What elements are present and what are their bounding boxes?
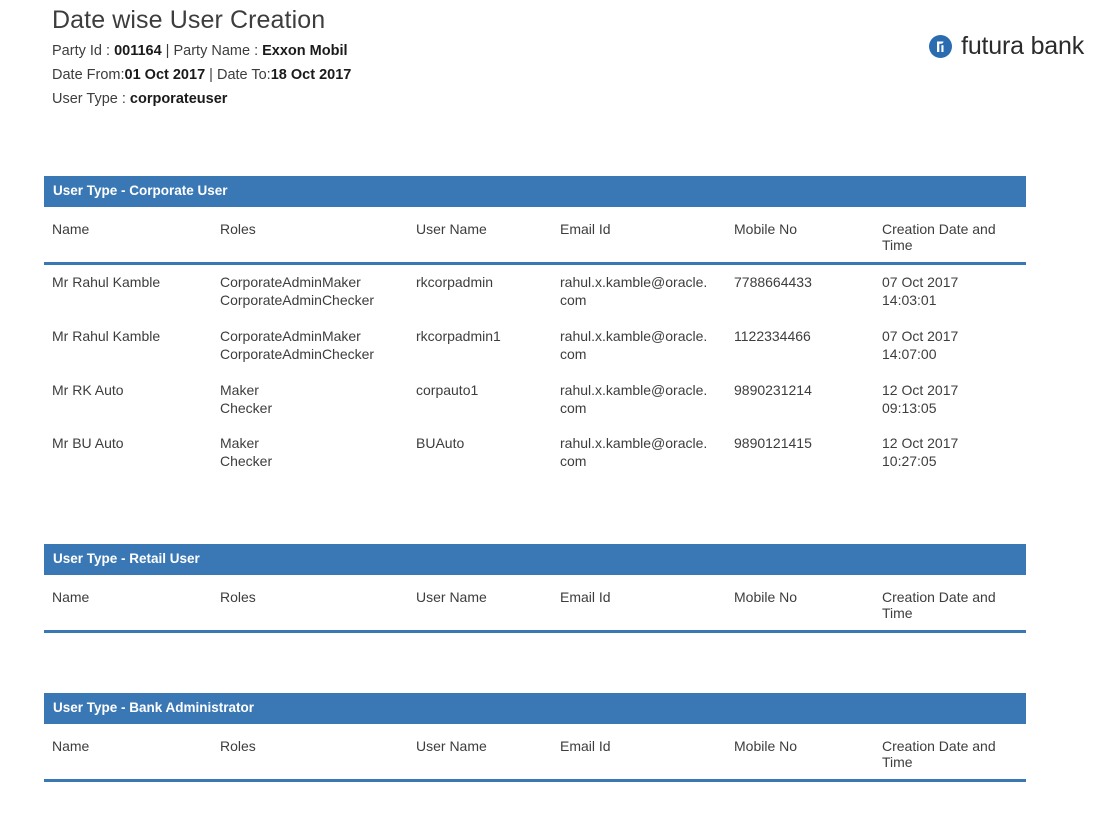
cell-name: Mr RK Auto: [44, 373, 212, 427]
cell-user-name: BUAuto: [408, 426, 552, 480]
created-date: 07 Oct 2017: [882, 328, 1020, 346]
column-header-mobile: Mobile No: [726, 575, 874, 632]
table-bank-administrator: [44, 724, 1026, 822]
party-name-label: Party Name :: [173, 43, 262, 59]
email-part: rahul.x.kamble@oracle.: [560, 274, 720, 292]
page-title: Date wise User Creation: [52, 6, 952, 35]
cell-email: [552, 264, 726, 319]
cell-name: Mr Rahul Kamble: [44, 264, 212, 319]
role-item: CorporateAdminMaker: [220, 274, 402, 292]
party-id-label: Party Id :: [52, 43, 114, 59]
role-item: Checker: [220, 400, 402, 418]
column-header-name: Name: [44, 575, 212, 632]
table-header-row: [44, 575, 1026, 632]
cell-roles: [212, 373, 408, 427]
section-retail-user: [44, 544, 1026, 673]
user-type-label: User Type :: [52, 91, 130, 107]
table-empty-row: [44, 781, 1026, 822]
date-from-value: 01 Oct 2017: [125, 67, 206, 83]
role-item: CorporateAdminMaker: [220, 328, 402, 346]
party-separator-1: |: [162, 43, 174, 59]
section-title-corporate: User Type - Corporate User: [44, 176, 1026, 207]
column-header-created: Creation Date and Time: [874, 575, 1026, 632]
column-header-roles: Roles: [212, 724, 408, 781]
party-id-value: 001164: [114, 43, 162, 59]
cell-name: Mr Rahul Kamble: [44, 319, 212, 373]
cell-mobile: 9890231214: [726, 373, 874, 427]
table-row: [44, 264, 1026, 319]
role-item: CorporateAdminChecker: [220, 292, 402, 310]
futura-logo-icon: [928, 34, 953, 59]
date-separator: |: [205, 67, 217, 83]
email-part: rahul.x.kamble@oracle.: [560, 328, 720, 346]
brand-name: futura bank: [961, 32, 1084, 61]
column-header-user-name: User Name: [408, 207, 552, 264]
date-range-line: [52, 65, 952, 86]
table-row: [44, 426, 1026, 480]
role-item: Maker: [220, 435, 402, 453]
role-item: Maker: [220, 382, 402, 400]
column-header-name: Name: [44, 724, 212, 781]
cell-user-name: corpauto1: [408, 373, 552, 427]
table-empty-row: [44, 632, 1026, 674]
table-row: [44, 319, 1026, 373]
column-header-email: Email Id: [552, 207, 726, 264]
column-header-user-name: User Name: [408, 724, 552, 781]
cell-created: [874, 264, 1026, 319]
created-time: 14:03:01: [882, 292, 1020, 310]
cell-roles: [212, 264, 408, 319]
created-time: 10:27:05: [882, 453, 1020, 471]
party-name-value: Exxon Mobil: [262, 43, 347, 59]
date-to-value: 18 Oct 2017: [271, 67, 352, 83]
cell-mobile: 1122334466: [726, 319, 874, 373]
email-part: com: [560, 292, 720, 310]
role-item: CorporateAdminChecker: [220, 346, 402, 364]
cell-roles: [212, 319, 408, 373]
cell-email: [552, 426, 726, 480]
created-date: 07 Oct 2017: [882, 274, 1020, 292]
email-part: com: [560, 346, 720, 364]
cell-email: [552, 319, 726, 373]
created-time: 14:07:00: [882, 346, 1020, 364]
column-header-mobile: Mobile No: [726, 207, 874, 264]
email-part: com: [560, 453, 720, 471]
created-date: 12 Oct 2017: [882, 435, 1020, 453]
party-info-line: [52, 41, 952, 62]
table-header-row: [44, 207, 1026, 264]
email-part: com: [560, 400, 720, 418]
user-type-line: [52, 89, 952, 110]
cell-user-name: rkcorpadmin1: [408, 319, 552, 373]
date-to-label: Date To:: [217, 67, 271, 83]
section-bank-administrator: [44, 693, 1026, 822]
user-type-value: corporateuser: [130, 91, 228, 107]
column-header-email: Email Id: [552, 575, 726, 632]
cell-user-name: rkcorpadmin: [408, 264, 552, 319]
column-header-user-name: User Name: [408, 575, 552, 632]
empty-cell: [44, 632, 1026, 674]
table-header-row: [44, 724, 1026, 781]
section-title-bank-admin: User Type - Bank Administrator: [44, 693, 1026, 724]
created-time: 09:13:05: [882, 400, 1020, 418]
empty-cell: [44, 781, 1026, 822]
cell-created: [874, 426, 1026, 480]
table-corporate-user: [44, 207, 1026, 480]
cell-mobile: 7788664433: [726, 264, 874, 319]
column-header-email: Email Id: [552, 724, 726, 781]
email-part: rahul.x.kamble@oracle.: [560, 435, 720, 453]
column-header-created: Creation Date and Time: [874, 724, 1026, 781]
column-header-name: Name: [44, 207, 212, 264]
cell-name: Mr BU Auto: [44, 426, 212, 480]
report-header: [52, 6, 952, 113]
column-header-roles: Roles: [212, 207, 408, 264]
column-header-mobile: Mobile No: [726, 724, 874, 781]
brand-logo: [928, 32, 1084, 61]
date-from-label: Date From:: [52, 67, 125, 83]
cell-created: [874, 373, 1026, 427]
column-header-roles: Roles: [212, 575, 408, 632]
cell-created: [874, 319, 1026, 373]
column-header-created: Creation Date and Time: [874, 207, 1026, 264]
table-retail-user: [44, 575, 1026, 673]
table-row: [44, 373, 1026, 427]
cell-roles: [212, 426, 408, 480]
created-date: 12 Oct 2017: [882, 382, 1020, 400]
cell-email: [552, 373, 726, 427]
section-title-retail: User Type - Retail User: [44, 544, 1026, 575]
role-item: Checker: [220, 453, 402, 471]
cell-mobile: 9890121415: [726, 426, 874, 480]
email-part: rahul.x.kamble@oracle.: [560, 382, 720, 400]
section-corporate-user: [44, 176, 1026, 480]
